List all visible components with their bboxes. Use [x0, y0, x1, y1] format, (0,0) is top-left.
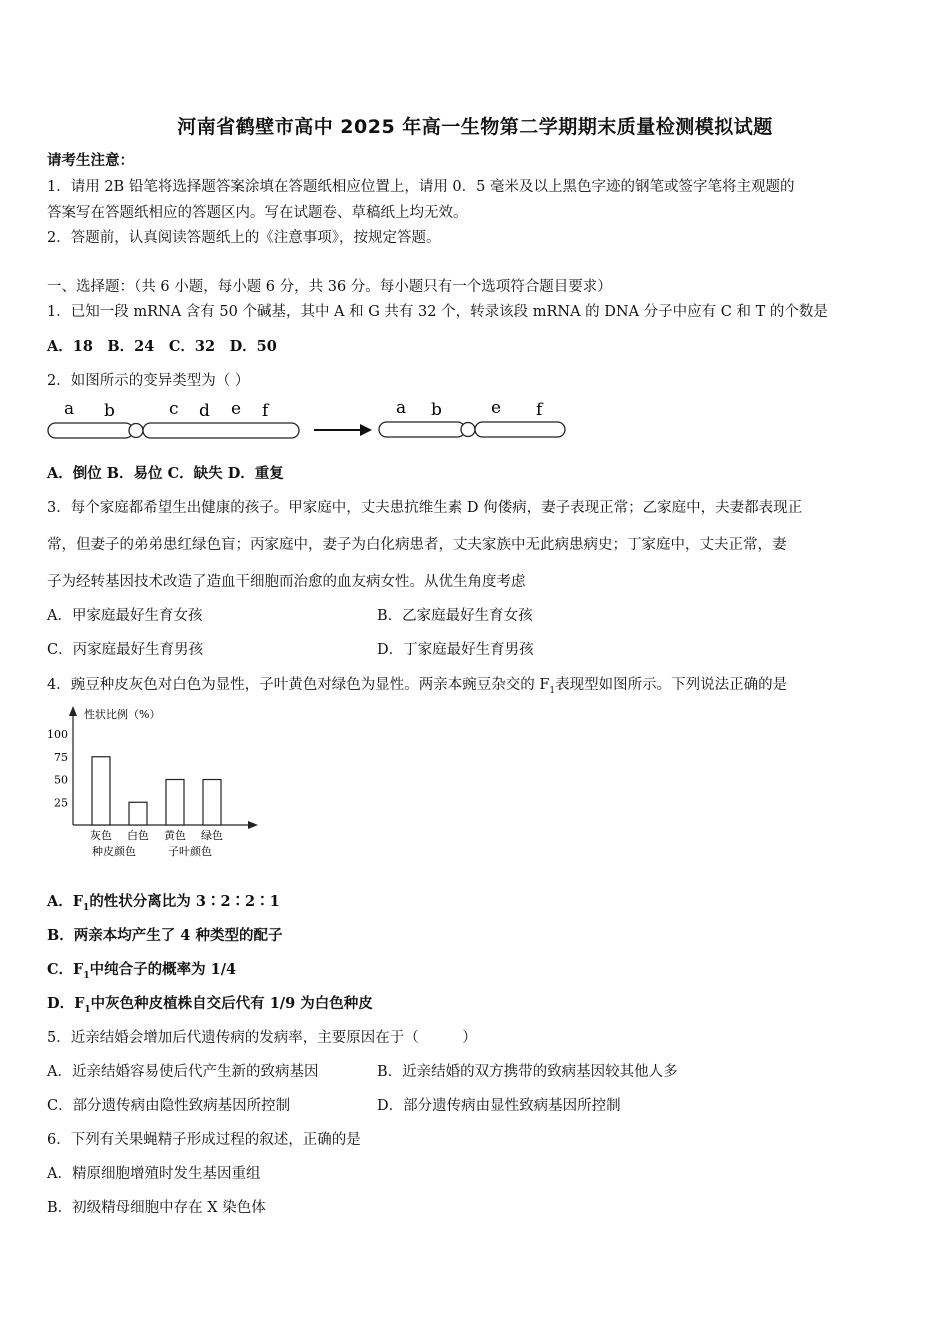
question-3-line-3: 子为经转基因技术改造了造血干细胞而治愈的血友病女性。从优生角度考虑 [47, 574, 526, 590]
option-b: B．初级精母细胞中存在 X 染色体 [47, 1200, 266, 1216]
category-label: 黄色 [164, 829, 186, 842]
section-heading: 一、选择题：（共 6 小题，每小题 6 分，共 36 分。每小题只有一个选项符合题目要求） [47, 279, 612, 295]
question-stem-end: 表现型如图所示。下列说法正确的是 [555, 677, 788, 693]
gene-label: a [396, 398, 407, 418]
bar [203, 780, 221, 826]
question-stem: 每个家庭都希望生出健康的孩子。甲家庭中，丈夫患抗维生素 D 佝偻病，妻子表现正常；乙家庭中，夫妻都表现正 [70, 500, 803, 516]
option-b: B．乙家庭最好生育女孩 [377, 608, 533, 624]
page-title: 河南省鹤壁市高中 2025 年高一生物第二学期期末质量检测模拟试题 [177, 116, 773, 138]
question-5 [47, 1028, 477, 1048]
question-2-options: A．倒位 B．易位 C．缺失 D．重复 [47, 465, 284, 482]
option-text-end: 中灰色种皮植株自交后代有 1/9 为白色种皮 [90, 995, 373, 1012]
x-axis-arrow-icon [248, 821, 258, 829]
question-stem: 下列有关果蝇精子形成过程的叙述，正确的是 [70, 1132, 361, 1148]
gene-label: e [231, 399, 242, 419]
y-tick-label: 100 [47, 728, 68, 741]
bar [92, 757, 110, 825]
option-a [47, 892, 280, 918]
question-3 [47, 498, 802, 518]
centromere [129, 424, 143, 438]
question-number: 4． [47, 677, 71, 693]
question-6 [47, 1130, 361, 1150]
question-stem: 已知一段 mRNA 含有 50 个碱基，其中 A 和 G 共有 32 个，转录该段 mRNA 的 DNA 分子中应有 C 和 T 的个数是 [70, 304, 828, 320]
notice-line-2: 答案写在答题纸相应的答题区内。写在试题卷、草稿纸上均无效。 [47, 205, 468, 221]
option-text: A．F [47, 893, 84, 910]
option-a: A．甲家庭最好生育女孩 [47, 608, 203, 624]
gene-label: b [431, 400, 442, 420]
question-number: 5． [47, 1030, 71, 1046]
chromosome-arm-left [48, 423, 133, 438]
y-tick-label: 25 [54, 796, 68, 810]
gene-label: b [104, 401, 115, 421]
bar [166, 780, 184, 826]
chromosome-figure [44, 396, 574, 446]
option-c [47, 960, 236, 986]
question-3-line-2: 常，但妻子的弟弟患红绿色盲；丙家庭中，妻子为白化病患者，丈夫家族中无此病患病史；丁家庭中，丈夫正常，妻 [47, 537, 787, 553]
group-label: 子叶颜色 [168, 845, 212, 858]
question-stem: 近亲结婚会增加后代遗传病的发病率，主要原因在于（ ） [70, 1030, 477, 1046]
category-label: 绿色 [201, 829, 223, 842]
option-d [47, 994, 373, 1020]
gene-label: e [491, 398, 502, 418]
option-a: A．近亲结婚容易使后代产生新的致病基因 [47, 1064, 319, 1080]
chromosome-arm-right [475, 422, 565, 437]
option-d: D．部分遗传病由显性致病基因所控制 [377, 1098, 621, 1114]
option-c: C．部分遗传病由隐性致病基因所控制 [47, 1098, 291, 1114]
question-1-options: A．18 B．24 C．32 D．50 [47, 338, 277, 355]
question-stem: 如图所示的变异类型为（ ） [70, 373, 250, 389]
y-tick-label: 75 [54, 750, 68, 764]
option-text-end: 的性状分离比为 3∶2∶2∶1 [89, 893, 280, 910]
gene-label: d [199, 401, 210, 421]
option-c: C．丙家庭最好生育男孩 [47, 642, 204, 658]
option-b: B．近亲结婚的双方携带的致病基因较其他人多 [377, 1064, 678, 1080]
notice-line-1: 1．请用 2B 铅笔将选择题答案涂填在答题纸相应位置上，请用 0．5 毫米及以上黑色字迹的钢笔或签字笔将主观题的 [47, 179, 795, 195]
bar [129, 802, 147, 825]
gene-label: a [64, 399, 75, 419]
y-axis-label: 性状比例（%） [84, 708, 161, 721]
category-label: 白色 [127, 829, 149, 842]
chromosome-arm-left [379, 422, 465, 437]
question-number: 3． [47, 500, 71, 516]
bar-chart [40, 700, 270, 865]
subscript: 1 [549, 685, 556, 696]
option-b: B．两亲本均产生了 4 种类型的配子 [47, 927, 283, 944]
notice-line-3: 2．答题前，认真阅读答题纸上的《注意事项》，按规定答题。 [47, 230, 441, 246]
subscript: 1 [83, 902, 90, 913]
option-d: D．丁家庭最好生育男孩 [377, 642, 534, 658]
gene-label: f [262, 401, 269, 421]
centromere [461, 423, 475, 437]
group-label: 种皮颜色 [92, 845, 136, 858]
question-2 [47, 371, 249, 391]
y-tick-label: 50 [54, 773, 68, 787]
question-number: 6． [47, 1132, 71, 1148]
question-1 [47, 302, 828, 322]
option-text-end: 中纯合子的概率为 1/4 [89, 961, 237, 978]
gene-label: c [169, 399, 179, 419]
category-label: 灰色 [90, 829, 112, 842]
chromosome-arm-right [143, 423, 299, 438]
gene-label: f [536, 400, 543, 420]
question-4 [47, 675, 787, 701]
question-stem: 豌豆种皮灰色对白色为显性，子叶黄色对绿色为显性。两亲本豌豆杂交的 F [70, 677, 550, 693]
question-number: 1． [47, 304, 71, 320]
arrow-head-icon [360, 424, 372, 436]
y-axis-arrow-icon [69, 706, 77, 716]
option-text: C．F [47, 961, 84, 978]
option-text: D．F [47, 995, 85, 1012]
option-a: A．精原细胞增殖时发生基因重组 [47, 1166, 261, 1182]
question-number: 2． [47, 373, 71, 389]
subscript: 1 [84, 1004, 91, 1015]
notice-heading: 请考生注意： [47, 152, 134, 169]
subscript: 1 [83, 970, 90, 981]
